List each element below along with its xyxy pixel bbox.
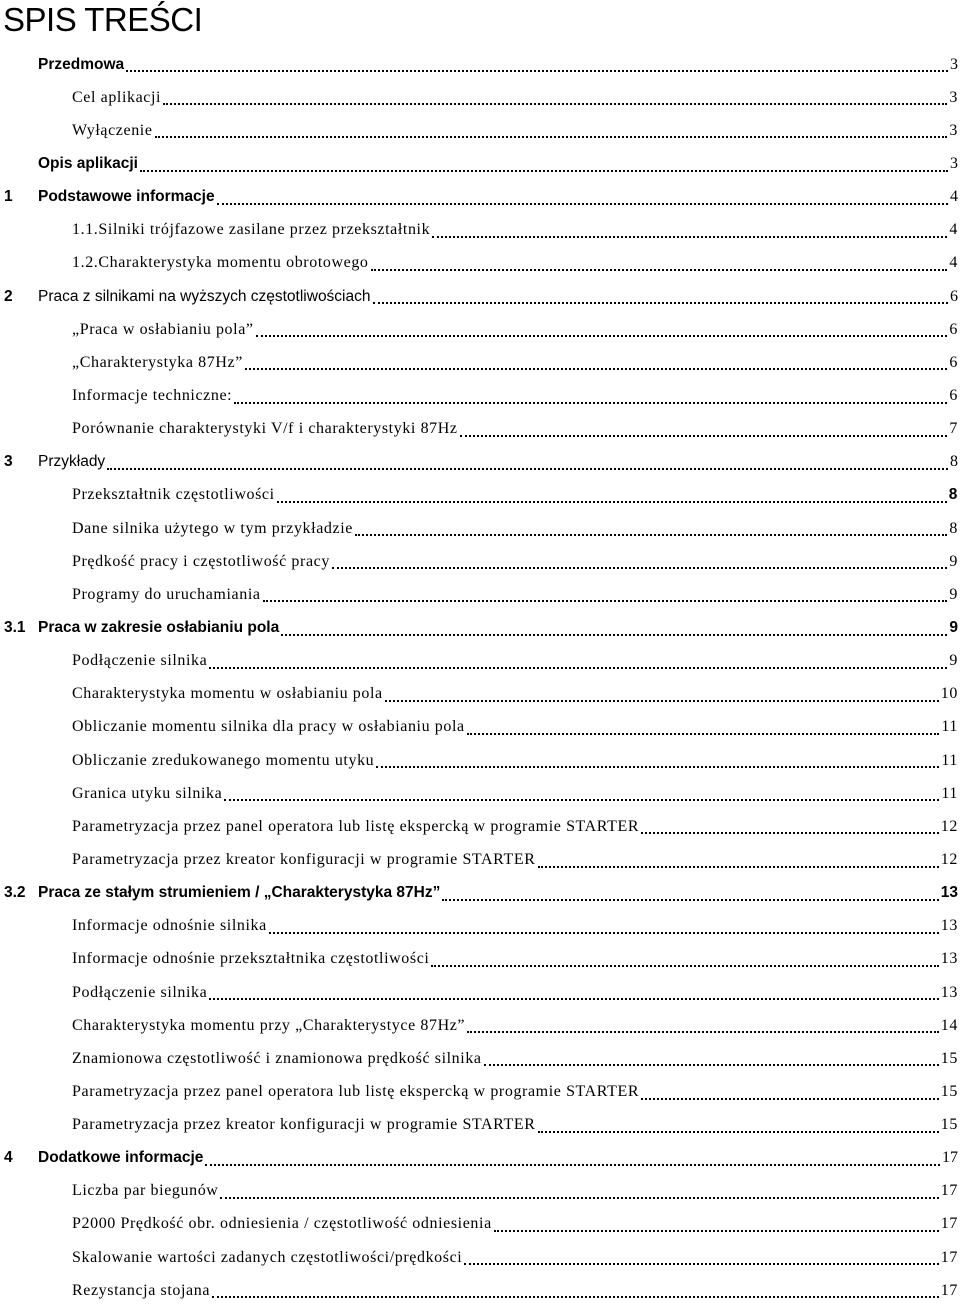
toc-subsection-entry[interactable] (0, 1175, 960, 1208)
toc-entry-label (0, 420, 458, 438)
toc-dot-leader (464, 1262, 938, 1265)
toc-entry-label (0, 851, 536, 869)
toc-dot-leader (234, 401, 947, 404)
toc-dot-leader (385, 699, 939, 702)
toc-entry-label (0, 354, 243, 372)
toc-entry-text: Informacje techniczne: (72, 386, 233, 404)
toc-subsection-entry[interactable] (0, 1241, 960, 1274)
toc-page-number: 6 (949, 353, 958, 371)
toc-subsection-entry[interactable] (0, 1009, 960, 1042)
toc-page-number: 6 (949, 386, 958, 404)
toc-entry-label (0, 785, 222, 803)
toc-entry-number: 1 (4, 188, 13, 206)
toc-page-number: 9 (949, 618, 958, 636)
toc-page-number: 9 (949, 652, 958, 670)
toc-entry-text: Informacje odnośnie przekształtnika częstotliwości (72, 950, 430, 968)
toc-entry-text: Dane silnika użytego w tym przykładzie (72, 519, 353, 537)
toc-chapter-entry[interactable] (0, 280, 960, 313)
toc-entry-number: 4 (4, 1149, 13, 1167)
toc-entry-label (0, 1182, 218, 1200)
toc-entry-text: P2000 Prędkość obr. odniesienia / częstotliwość odniesienia (72, 1215, 492, 1233)
toc-page-number: 4 (949, 254, 958, 272)
toc-subsection-entry[interactable] (0, 678, 960, 711)
toc-entry-text: Charakterystyka momentu przy „Charakterystyce 87Hz” (72, 1016, 466, 1034)
toc-entry-label (0, 1083, 639, 1101)
toc-entry-text: Parametryzacja przez panel operatora lub listę ekspercką w programie STARTER (72, 817, 640, 835)
toc-entry-text: Przykłady (38, 453, 106, 471)
toc-dot-leader (538, 865, 939, 868)
toc-entry-number: 2 (4, 287, 13, 305)
toc-entry-label (0, 254, 369, 272)
toc-entry-text: Przekształtnik częstotliwości (72, 486, 275, 504)
toc-entry-label (0, 1017, 465, 1035)
toc-dot-leader (256, 334, 948, 337)
toc-page-number: 15 (940, 1116, 958, 1134)
toc-subsection-entry[interactable] (0, 313, 960, 346)
toc-page-number: 9 (949, 585, 958, 603)
toc-dot-leader (431, 964, 938, 967)
toc-page-number: 3 (950, 154, 958, 172)
toc-chapter-entry[interactable] (0, 147, 960, 180)
toc-entry-label (0, 321, 254, 339)
page-title: SPIS TREŚCI (3, 1, 203, 38)
toc-dot-leader (126, 69, 948, 72)
toc-chapter-entry[interactable] (0, 48, 960, 81)
toc-page-number: 8 (950, 453, 958, 471)
toc-dot-leader (205, 1163, 940, 1166)
toc-page-number: 15 (940, 1082, 958, 1100)
toc-entry-text: Praca ze stałym strumieniem / „Charakterystyka 87Hz” (38, 884, 441, 902)
toc-dot-leader (107, 467, 948, 470)
toc-page-number: 13 (940, 917, 958, 935)
toc-entry-text: Informacje odnośnie silnika (72, 917, 267, 935)
toc-entry-text: Podstawowe informacje (38, 188, 215, 206)
toc-entry-number: 3.2 (4, 884, 26, 902)
toc-entry-label (0, 1282, 210, 1300)
toc-entry-text: Praca w zakresie osłabianiu pola (38, 618, 280, 636)
toc-subsection-entry[interactable] (0, 545, 960, 578)
toc-entry-label (0, 950, 429, 968)
toc-entry-text: Obliczanie zredukowanego momentu utyku (72, 751, 375, 769)
toc-subsection-entry[interactable] (0, 214, 960, 247)
toc-dot-leader (217, 202, 948, 205)
toc-entry-text: Znamionowa częstotliwość i znamionowa prędkość silnika (72, 1049, 482, 1067)
toc-subsection-entry[interactable] (0, 1042, 960, 1075)
toc-dot-leader (209, 997, 938, 1000)
toc-entry-label (0, 1215, 492, 1233)
toc-page-number: 17 (940, 1281, 958, 1299)
toc-page-number: 17 (940, 1182, 958, 1200)
toc-subsection-entry[interactable] (0, 1274, 960, 1307)
toc-subsection-entry[interactable] (0, 479, 960, 512)
toc-entry-label (0, 387, 232, 405)
toc-dot-leader (641, 831, 939, 834)
toc-page-number: 6 (949, 320, 958, 338)
toc-subsection-entry[interactable] (0, 346, 960, 379)
toc-dot-leader (163, 102, 947, 105)
toc-subsection-entry[interactable] (0, 976, 960, 1009)
toc-entry-label (0, 288, 371, 306)
toc-subsection-entry[interactable] (0, 943, 960, 976)
toc-entry-label (0, 884, 440, 902)
toc-entry-number: 3 (4, 453, 13, 471)
toc-page-number: 9 (949, 552, 958, 570)
toc-dot-leader (467, 732, 940, 735)
toc-page-number: 3 (949, 121, 958, 139)
toc-dot-leader (371, 268, 948, 271)
toc-entry-text: „Charakterystyka 87Hz” (72, 353, 243, 371)
toc-page-number: 17 (940, 1248, 958, 1266)
toc-entry-label (0, 155, 138, 173)
toc-entry-label (0, 486, 275, 504)
toc-subsection-entry[interactable] (0, 114, 960, 147)
toc-entry-label (0, 752, 374, 770)
toc-entry-label (0, 984, 207, 1002)
toc-page-number: 13 (940, 950, 958, 968)
toc-dot-leader (140, 169, 948, 172)
toc-page-number: 11 (941, 784, 958, 802)
toc-entry-label (0, 553, 330, 571)
toc-entry-label (0, 619, 279, 637)
toc-dot-leader (269, 931, 939, 934)
toc-entry-label (0, 1249, 462, 1267)
toc-page-number: 13 (940, 884, 958, 902)
toc-entry-label (0, 652, 207, 670)
toc-entry-text: Praca z silnikami na wyższych częstotliwościach (38, 287, 371, 305)
toc-page-number: 15 (940, 1049, 958, 1067)
toc-subsection-entry[interactable] (0, 1075, 960, 1108)
toc-entry-label (0, 188, 215, 206)
toc-page-number: 8 (948, 486, 958, 504)
toc-dot-leader (373, 301, 949, 304)
toc-page-number: 4 (949, 221, 958, 239)
toc-entry-text: Podłączenie silnika (72, 983, 208, 1001)
toc-entry-number: 3.1 (4, 618, 26, 636)
toc-dot-leader (209, 666, 947, 669)
toc-subsection-entry[interactable] (0, 1208, 960, 1241)
toc-subsection-entry[interactable] (0, 512, 960, 545)
toc-entry-label (0, 453, 105, 471)
toc-chapter-entry[interactable] (0, 1142, 960, 1175)
toc-page-number: 3 (950, 55, 958, 73)
toc-entry-text: Skalowanie wartości zadanych częstotliwości/prędkości (72, 1248, 463, 1266)
toc-entry-label (0, 1116, 536, 1134)
toc-chapter-entry[interactable] (0, 611, 960, 644)
toc-chapter-entry[interactable] (0, 446, 960, 479)
toc-entry-label (0, 122, 153, 140)
toc-entry-text: „Praca w osłabianiu pola” (72, 320, 254, 338)
toc-page-number: 8 (949, 519, 958, 537)
toc-page-number: 11 (941, 718, 958, 736)
toc-page-number: 7 (949, 420, 958, 438)
toc-subsection-entry[interactable] (0, 810, 960, 843)
toc-dot-leader (220, 1196, 938, 1199)
toc-entry-text: Podłączenie silnika (72, 652, 208, 670)
toc-dot-leader (460, 434, 948, 437)
toc-subsection-entry[interactable] (0, 843, 960, 876)
toc-entry-label (0, 685, 383, 703)
toc-dot-leader (538, 1130, 939, 1133)
toc-entry-text: Przedmowa (38, 55, 125, 73)
toc-entry-label (0, 520, 353, 538)
toc-page-number: 17 (942, 1149, 958, 1167)
toc-entry-text: Dodatkowe informacje (38, 1149, 204, 1167)
toc-page-number: 3 (949, 88, 958, 106)
toc-entry-text: Parametryzacja przez kreator konfiguracji w programie STARTER (72, 1116, 536, 1134)
toc-subsection-entry[interactable] (0, 247, 960, 280)
toc-dot-leader (277, 500, 947, 503)
toc-entry-label (0, 89, 161, 107)
toc-dot-leader (212, 1295, 939, 1298)
toc-subsection-entry[interactable] (0, 1109, 960, 1142)
toc-entry-text: Parametryzacja przez kreator konfiguracji w programie STARTER (72, 850, 536, 868)
toc-chapter-entry[interactable] (0, 181, 960, 214)
toc-entry-text: Rezystancja stojana (72, 1281, 211, 1299)
toc-entry-text: Prędkość pracy i częstotliwość pracy (72, 552, 330, 570)
toc-chapter-entry[interactable] (0, 877, 960, 910)
toc-entry-text: Charakterystyka momentu w osłabianiu pola (72, 685, 383, 703)
toc-page-number: 14 (940, 1016, 958, 1034)
toc-entry-label (0, 1149, 203, 1167)
toc-dot-leader (281, 633, 947, 636)
toc-dot-leader (263, 599, 948, 602)
toc-entry-label (0, 818, 639, 836)
toc-entry-text: 1.1.Silniki trójfazowe zasilane przez przekształtnik (72, 221, 431, 239)
toc-subsection-entry[interactable] (0, 81, 960, 114)
toc-subsection-entry[interactable] (0, 578, 960, 611)
toc-dot-leader (641, 1097, 939, 1100)
toc-dot-leader (494, 1229, 939, 1232)
toc-entry-label (0, 917, 267, 935)
toc-page-number: 6 (950, 287, 958, 305)
toc-entry-label (0, 1050, 482, 1068)
toc-subsection-entry[interactable] (0, 711, 960, 744)
toc-page-number: 4 (950, 188, 958, 206)
toc-entry-label (0, 586, 261, 604)
toc-entry-text: Programy do uruchamiania (72, 585, 261, 603)
toc-entry-label (0, 221, 430, 239)
toc-subsection-entry[interactable] (0, 645, 960, 678)
toc-entry-text: Parametryzacja przez panel operatora lub listę ekspercką w programie STARTER (72, 1082, 640, 1100)
toc-entry-text: Liczba par biegunów (72, 1182, 219, 1200)
toc-entry-text: Granica utyku silnika (72, 784, 223, 802)
toc-entry-text: Obliczanie momentu silnika dla pracy w osłabianiu pola (72, 718, 465, 736)
toc-subsection-entry[interactable] (0, 777, 960, 810)
toc-entry-text: Cel aplikacji (72, 88, 162, 106)
toc-subsection-entry[interactable] (0, 413, 960, 446)
toc-page-number: 13 (940, 983, 958, 1001)
toc-entry-text: Opis aplikacji (38, 154, 138, 172)
toc-page-number: 12 (940, 817, 958, 835)
toc-entry-text: 1.2.Charakterystyka momentu obrotowego (72, 254, 369, 272)
toc-dot-leader (155, 135, 948, 138)
toc-entry-text: Wyłączenie (72, 121, 153, 139)
toc-dot-leader (467, 1030, 939, 1033)
toc-dot-leader (245, 367, 947, 370)
toc-page-number: 12 (940, 850, 958, 868)
toc-subsection-entry[interactable] (0, 744, 960, 777)
toc-dot-leader (224, 798, 939, 801)
toc-dot-leader (442, 898, 938, 901)
toc-dot-leader (484, 1063, 939, 1066)
toc-subsection-entry[interactable] (0, 379, 960, 412)
table-of-contents (0, 48, 960, 1307)
toc-subsection-entry[interactable] (0, 910, 960, 943)
toc-dot-leader (432, 235, 947, 238)
toc-page-number: 11 (941, 751, 958, 769)
toc-entry-label (0, 56, 124, 74)
toc-entry-text: Porównanie charakterystyki V/f i charakterystyki 87Hz (72, 420, 458, 438)
toc-page-number: 17 (940, 1215, 958, 1233)
toc-dot-leader (332, 566, 947, 569)
toc-entry-label (0, 718, 465, 736)
toc-dot-leader (355, 533, 947, 536)
toc-page-number: 10 (940, 685, 958, 703)
toc-dot-leader (376, 765, 939, 768)
